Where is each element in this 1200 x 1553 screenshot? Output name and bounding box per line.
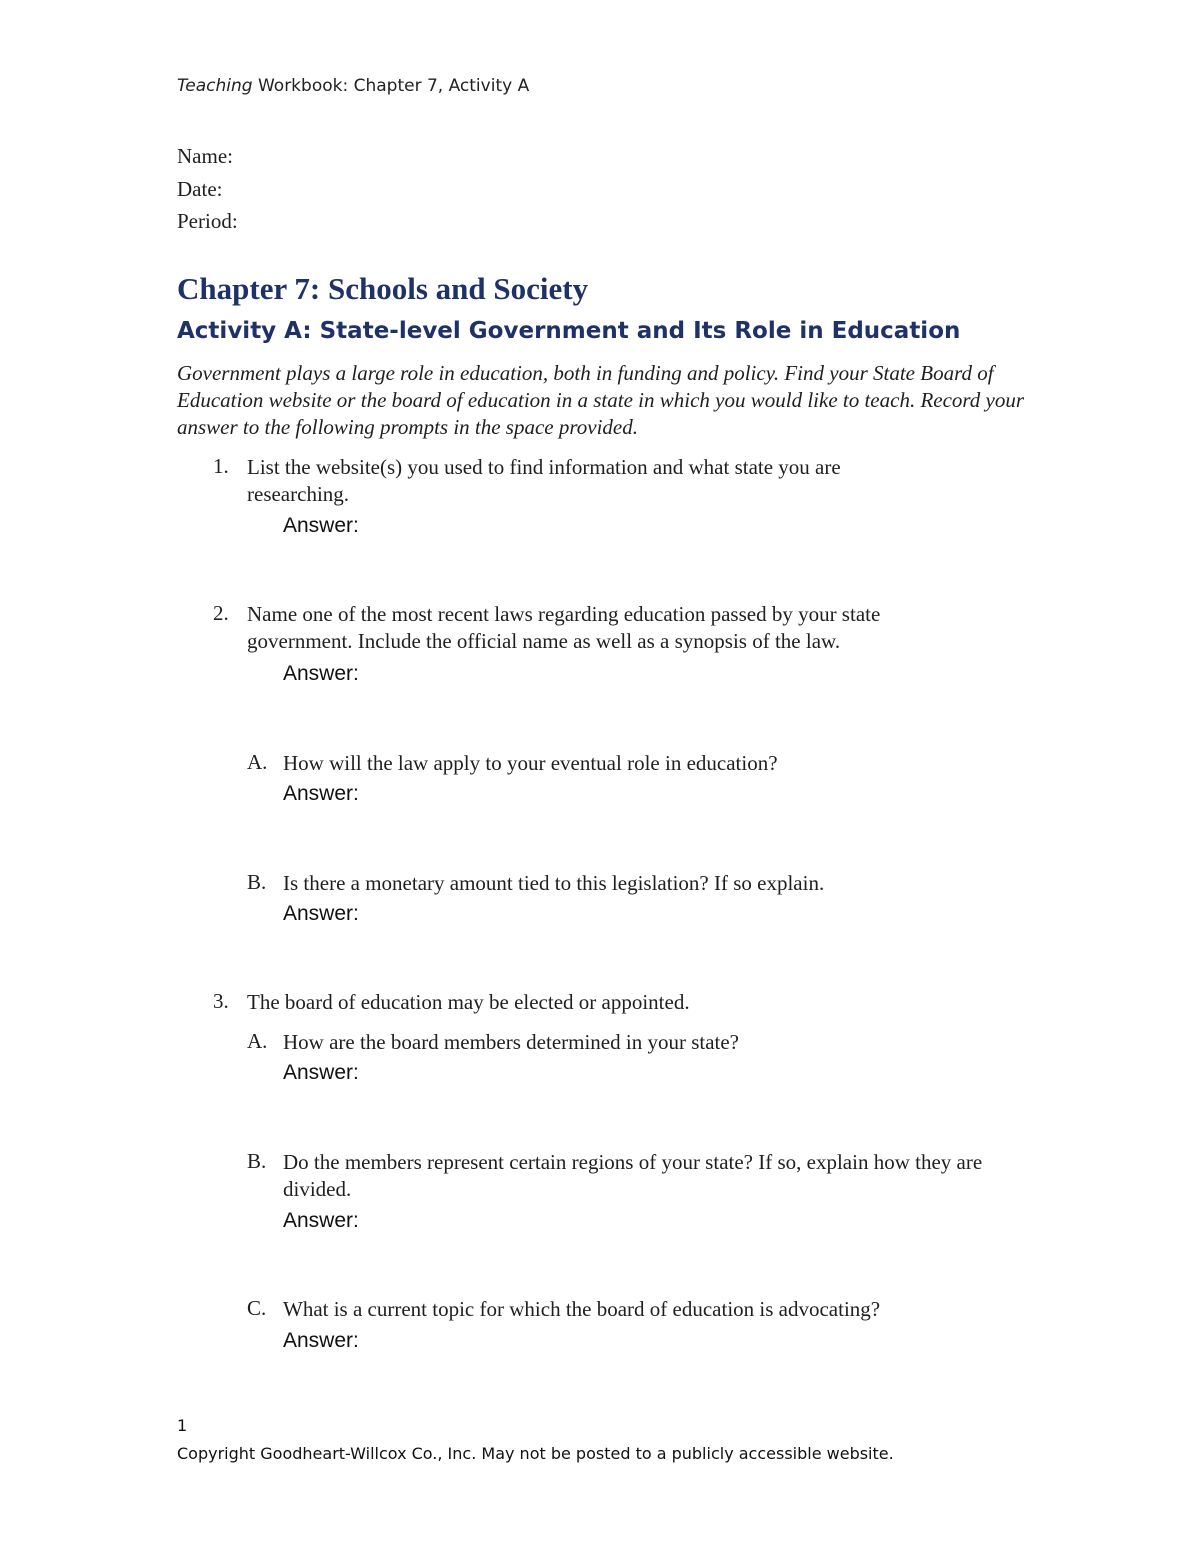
period-field-label: Period:: [177, 209, 238, 233]
page-number: 1: [177, 1416, 188, 1435]
date-field-label: Date:: [177, 177, 223, 201]
q2b-text: Is there a monetary amount tied to this legislation? If so explain.: [283, 871, 825, 895]
q1-text: List the website(s) you used to find information and what state you are researching.: [247, 455, 841, 506]
q2a-letter: A.: [247, 750, 268, 774]
q2-text: Name one of the most recent laws regarding education passed by your state government. Include the official name as well as a synopsis of the law.: [247, 602, 881, 653]
q3b-answer-label: Answer:: [283, 1209, 359, 1232]
q2b-letter: B.: [247, 870, 267, 894]
activity-title: Activity A: State-level Government and Its Role in Education: [177, 318, 961, 344]
header-italic: Teaching: [177, 76, 253, 96]
q3b-letter: B.: [247, 1149, 267, 1173]
copyright-notice: Copyright Goodheart-Willcox Co., Inc. May not be posted to a publicly accessible website.: [177, 1444, 894, 1463]
q3c-answer-label: Answer:: [283, 1329, 359, 1352]
q3-number: 3.: [213, 989, 229, 1013]
q1-number: 1.: [213, 454, 229, 478]
page-header: [177, 76, 529, 96]
q3a-letter: A.: [247, 1029, 268, 1053]
q3a-answer-label: Answer:: [283, 1061, 359, 1084]
q3-text: The board of education may be elected or appointed.: [247, 990, 690, 1014]
intro-paragraph: Government plays a large role in education, both in funding and policy. Find your State Board of Education website or the board of education in a state in which you would like to teach. Record your answer to the following prompts in the space provided.: [177, 361, 1025, 439]
q3b-text: Do the members represent certain regions of your state? If so, explain how they are divided.: [283, 1150, 983, 1201]
chapter-title: Chapter 7: Schools and Society: [177, 271, 589, 306]
name-field-label: Name:: [177, 144, 233, 168]
q2-number: 2.: [213, 601, 229, 625]
header-text: Workbook: Chapter 7, Activity A: [252, 76, 530, 96]
q2a-text: How will the law apply to your eventual role in education?: [283, 751, 778, 775]
q2b-answer-label: Answer:: [283, 902, 359, 925]
q1-answer-label: Answer:: [283, 514, 359, 537]
q2-answer-label: Answer:: [283, 662, 359, 685]
q3c-letter: C.: [247, 1296, 267, 1320]
q3c-text: What is a current topic for which the board of education is advocating?: [283, 1297, 881, 1321]
q3a-text: How are the board members determined in your state?: [283, 1030, 740, 1054]
q2a-answer-label: Answer:: [283, 782, 359, 805]
